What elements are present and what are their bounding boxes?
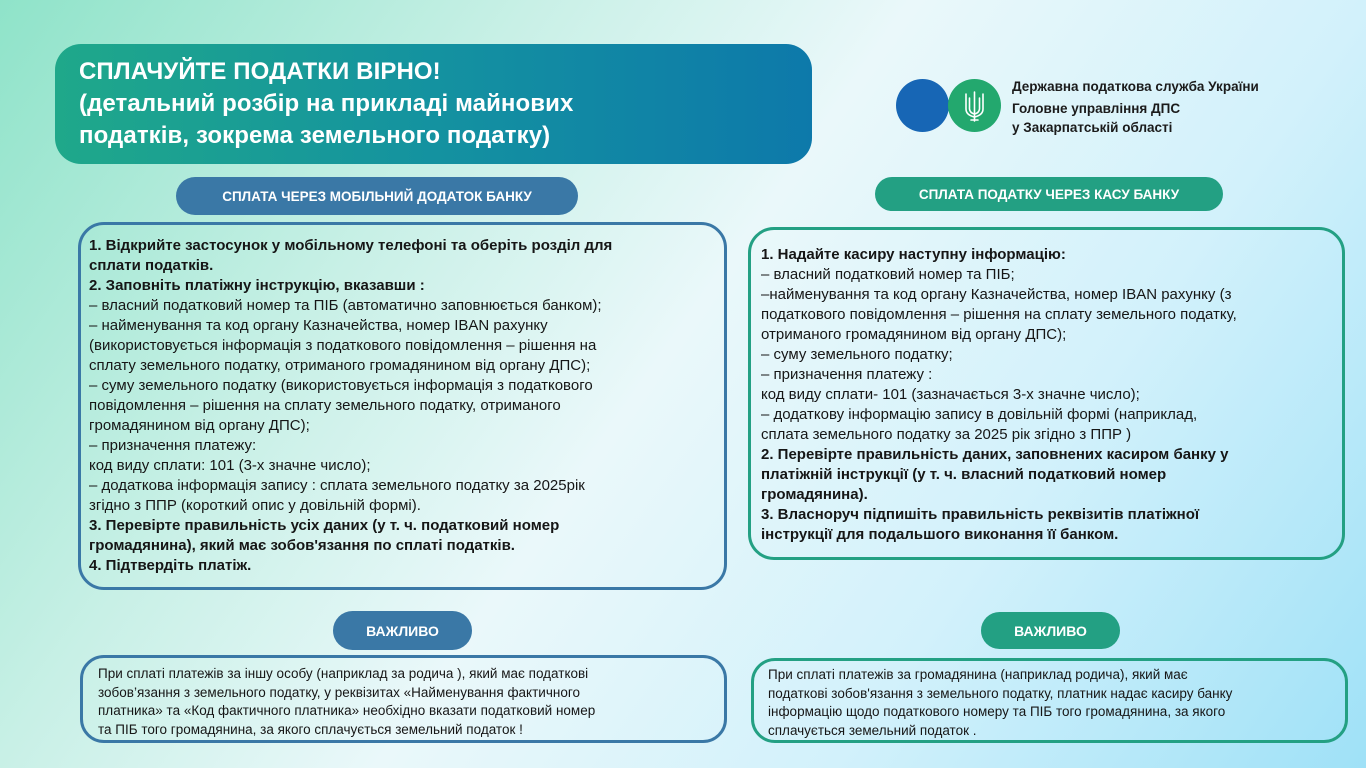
text-line: (використовується інформація з податкового повідомлення – рішення на (89, 337, 597, 354)
text-line: повідомлення – рішення на сплату земельного податку, отриманого (89, 397, 561, 414)
text-line: – найменування та код органу Казначейства, номер IBAN рахунку (89, 317, 548, 334)
cashier-instructions-card (748, 227, 1345, 560)
cashier-important-card (751, 658, 1348, 743)
text-line: –найменування та код органу Казначейства, номер IBAN рахунку (з (761, 286, 1232, 303)
mobile-important-label: ВАЖЛИВО (333, 611, 472, 650)
text-line: громадянином від органу ДПС); (89, 417, 310, 434)
mobile-heading: СПЛАТА ЧЕРЕЗ МОБІЛЬНИЙ ДОДАТОК БАНКУ (176, 177, 578, 215)
blue-circle-icon (896, 79, 949, 132)
text-line: громадянина). (761, 486, 868, 503)
text-line: 3. Перевірте правильність усіх даних (у т. ч. податковий номер (89, 517, 560, 534)
text-line: отриманого громадянином від органу ДПС); (761, 326, 1067, 343)
text-line: код виду сплати- 101 (зазначається 3-х значне число); (761, 386, 1140, 403)
dept-line-2: у Закарпатській області (1012, 120, 1173, 135)
text-line: зобов’язання з земельного податку, у реквізитах «Найменування фактичного (98, 684, 580, 700)
text-line: 1. Відкрийте застосунок у мобільному телефоні та оберіть розділ для (89, 237, 613, 254)
text-line: згідно з ППР (короткий опис у довільній формі). (89, 497, 421, 514)
title-line-3: податків, зокрема земельного податку) (79, 122, 551, 149)
text-line: та ПІБ того громадянина, за якого сплачується земельний податок ! (98, 721, 523, 737)
text-line: сплата земельного податку за 2025 рік згідно з ППР ) (761, 426, 1132, 443)
text-line: – призначення платежу : (761, 366, 933, 383)
title-line-2: (детальний розбір на прикладі майнових (79, 90, 574, 117)
org-name: Державна податкова служба України (1012, 79, 1259, 94)
text-line: сплату земельного податку, отриманого громадянином від органу ДПС); (89, 357, 591, 374)
text-line: інформацію щодо податкового номеру та ПІБ того громадянина, за якого (768, 704, 1226, 719)
title-line-1: СПЛАЧУЙТЕ ПОДАТКИ ВІРНО! (79, 58, 441, 85)
text-line: 2. Перевірте правильність даних, заповнених касиром банку у (761, 446, 1229, 463)
text-line: сплачується земельний податок . (768, 722, 977, 738)
text-line: – додаткову інформацію запису в довільній формі (наприклад, (761, 406, 1198, 423)
title-banner (55, 44, 812, 164)
text-line: сплати податків. (89, 257, 214, 274)
text-line: – суму земельного податку; (761, 346, 953, 363)
dept-line-1: Головне управління ДПС (1012, 101, 1181, 116)
logo-text (1012, 77, 1259, 137)
text-line: 4. Підтвердіть платіж. (89, 557, 252, 574)
text-line: податкового повідомлення – рішення на сплату земельного податку, (761, 306, 1237, 323)
mobile-important-card (80, 655, 727, 743)
text-line: – власний податковий номер та ПІБ; (761, 266, 1015, 283)
trident-icon (948, 79, 1001, 132)
text-line: 1. Надайте касиру наступну інформацію: (761, 246, 1066, 263)
text-line: платіжній інструкції (у т. ч. власний податковий номер (761, 466, 1167, 483)
text-line: При сплаті платежів за іншу особу (наприклад за родича ), який має податкові (98, 666, 589, 681)
mobile-instructions-card (78, 222, 727, 590)
cashier-heading: СПЛАТА ПОДАТКУ ЧЕРЕЗ КАСУ БАНКУ (875, 177, 1223, 211)
dps-logo (896, 77, 1316, 137)
cashier-important-label: ВАЖЛИВО (981, 612, 1120, 649)
text-line: платника» та «Код фактичного платника» необхідно вказати податковий номер (98, 703, 596, 718)
text-line: інструкції для подальшого виконання її банком. (761, 526, 1119, 543)
text-line: – додаткова інформація запису : сплата земельного податку за 2025рік (89, 477, 585, 494)
text-line: 2. Заповніть платіжну інструкцію, вказавши : (89, 277, 425, 294)
text-line: громадянина), який має зобов'язання по сплаті податків. (89, 537, 515, 554)
text-line: – суму земельного податку (використовується інформація з податкового (89, 377, 593, 394)
text-line: податкові зобов'язання з земельного податку, платник надає касиру банку (768, 685, 1233, 701)
text-line: При сплаті платежів за громадянина (наприклад родича), який має (768, 667, 1188, 682)
text-line: 3. Власноруч підпишіть правильність реквізитів платіжної (761, 506, 1200, 523)
text-line: – призначення платежу: (89, 437, 257, 454)
text-line: – власний податковий номер та ПІБ (автоматично заповнюється банком); (89, 297, 602, 314)
text-line: код виду сплати: 101 (3-х значне число); (89, 457, 371, 474)
